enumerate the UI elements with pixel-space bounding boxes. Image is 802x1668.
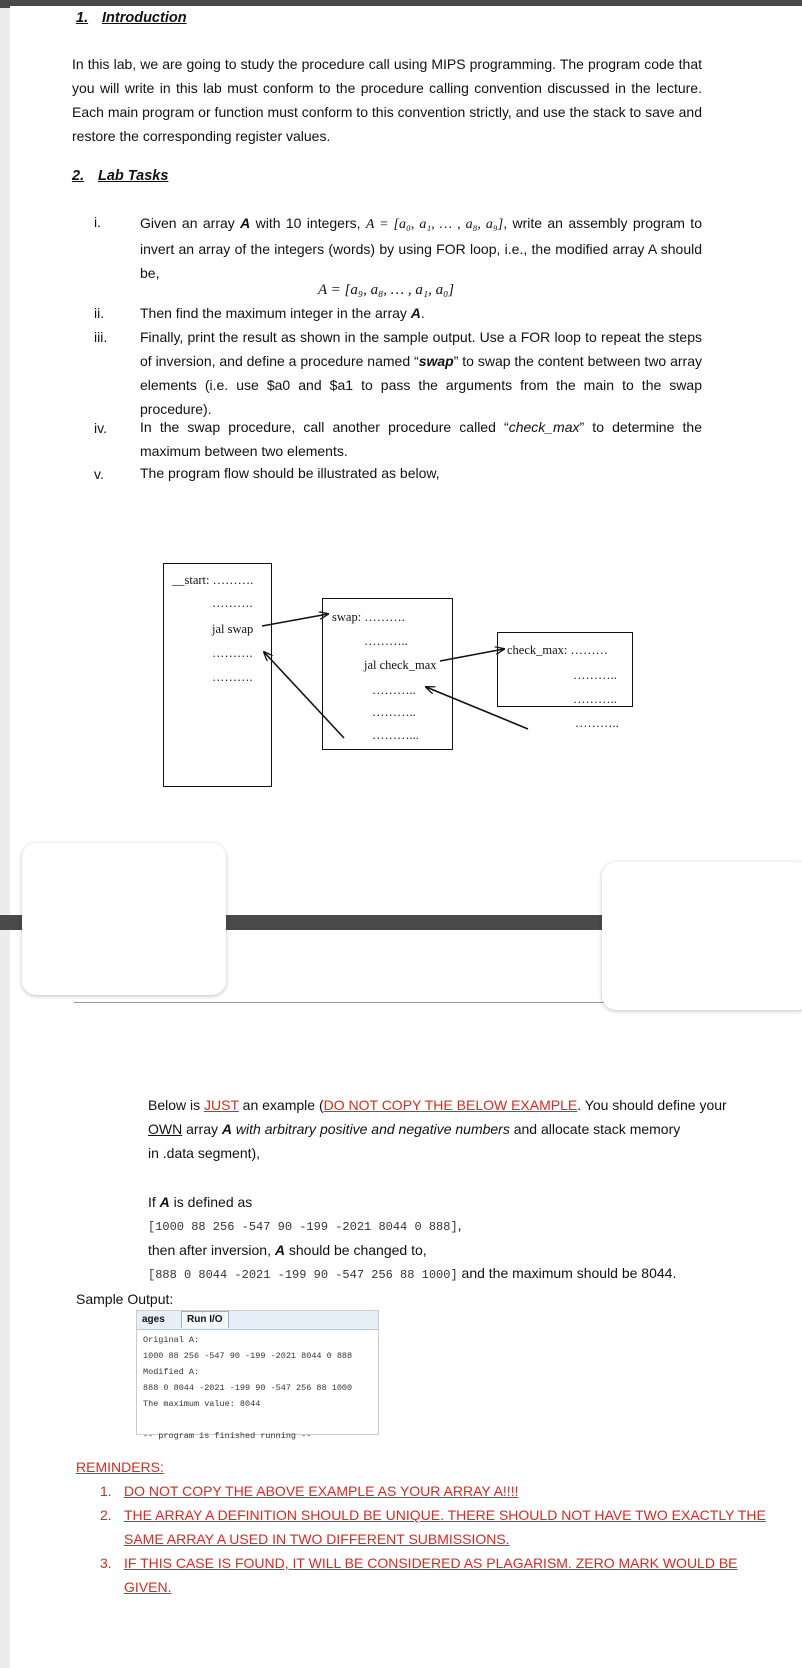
- reminder-3-line-1: IF THIS CASE IS FOUND, IT WILL BE CONSIDERED AS PLAGARISM. ZERO MARK WOULD BE: [124, 1555, 738, 1571]
- main-start-label: __start: ……….: [172, 573, 254, 587]
- check-max-dots-3: ………..: [575, 716, 619, 730]
- task-iii-number: iii.: [94, 329, 108, 345]
- sample-output-label: Sample Output:: [76, 1291, 174, 1307]
- main-dots-2: ……….: [212, 646, 253, 660]
- example-line-3: in .data segment),: [148, 1145, 261, 1161]
- task-v-number: v.: [94, 466, 104, 482]
- example-line-2: OWN array A with arbitrary positive and negative numbers and allocate stack memory: [148, 1121, 681, 1137]
- formula-inverted-array: A = [a₉, a₈, … , a₁, a₀]: [318, 282, 455, 298]
- floating-panel-left[interactable]: [22, 843, 226, 995]
- arrow-return-swap: [426, 687, 528, 729]
- original-array: [1000 88 256 -547 90 -199 -2021 8044 0 888]: [148, 1220, 458, 1234]
- swap-dots-4: ………...: [372, 728, 419, 742]
- example-line-1: Below is JUST an example (DO NOT COPY THE BELOW EXAMPLE. You should define your: [148, 1097, 727, 1113]
- inverted-array-line: [888 0 8044 -2021 -199 90 -547 256 88 1000] and the maximum should be 8044.: [148, 1265, 677, 1282]
- console-line: -- program is finished running --: [143, 1431, 312, 1441]
- swap-label: swap: ……….: [332, 610, 405, 624]
- main-dots-3: ……….: [212, 670, 253, 684]
- arrow-call-swap: [262, 614, 328, 626]
- console-line: The maximum value: 8044: [143, 1399, 261, 1409]
- original-array-line: [1000 88 256 -547 90 -199 -2021 8044 0 888],: [148, 1217, 462, 1234]
- task-v-text: The program flow should be illustrated as below,: [140, 465, 440, 481]
- task-i-number: i.: [94, 214, 101, 230]
- task-iv-text: In the swap procedure, call another procedure called “check_max” to determine the maximum between two elements.: [140, 419, 702, 459]
- task-ii-text: Then find the maximum integer in the array A.: [140, 305, 425, 321]
- floating-panel-right[interactable]: [602, 862, 802, 1010]
- sample-output-screenshot: [136, 1310, 379, 1441]
- swap-jal-check-max: jal check_max: [364, 658, 437, 672]
- reminder-3-number: 3.: [100, 1555, 112, 1571]
- formula-array-a: A = [a₀, a₁, … , a₈, a₉]: [365, 217, 504, 232]
- if-defined-line: If A is defined as: [148, 1194, 253, 1210]
- task-i-text: Given an array A with 10 integers, A = [a₀, a₁, … , a₈, a₉], write an assembly program to invert an array of the integers (words) by using FOR loop, i.e., the modified array A should be,: [140, 215, 702, 281]
- reminder-2-line-1: THE ARRAY A DEFINITION SHOULD BE UNIQUE. THERE SHOULD NOT HAVE TWO EXACTLY THE: [124, 1507, 766, 1523]
- arrow-call-check-max: [440, 649, 504, 661]
- reminder-2-line-2: SAME ARRAY A USED IN TWO DIFFERENT SUBMISSIONS.: [124, 1531, 510, 1547]
- section-1-title: Introduction: [102, 10, 187, 26]
- horizontal-divider: [74, 1002, 626, 1003]
- task-iii-text: Finally, print the result as shown in the sample output. Use a FOR loop to repeat the steps of inversion, and define a procedure named “swap” to swap the content between two array elements (i.e. use $a0 and $a1 to pass the arguments from the main to the swap procedure).: [140, 329, 703, 417]
- reminders-title: REMINDERS:: [76, 1459, 164, 1475]
- section-2-title: Lab Tasks: [98, 168, 169, 184]
- after-inversion-line: then after inversion, A should be changed to,: [148, 1242, 427, 1258]
- main-dots-1: ……….: [212, 596, 253, 610]
- console-line: 888 0 8044 -2021 -199 90 -547 256 88 1000: [143, 1383, 353, 1393]
- console-line: [143, 1412, 372, 1428]
- arrow-return-main: [264, 652, 344, 738]
- reminder-2-number: 2.: [100, 1507, 112, 1523]
- reminder-1-text: DO NOT COPY THE ABOVE EXAMPLE AS YOUR ARRAY A!!!!: [124, 1483, 519, 1499]
- intro-paragraph: In this lab, we are going to study the procedure call using MIPS programming. The program code that you will write in this lab must conform to the procedure calling convention discussed in the lecture. Each main program or function must conform to this convention strictly, and use the stack to save and restore the corresponding register values.: [72, 56, 702, 144]
- reminder-3-line-2: GIVEN.: [124, 1579, 172, 1595]
- check-max-dots-2: ………..: [573, 692, 617, 706]
- section-1-number: 1.: [76, 10, 89, 26]
- task-iv-number: iv.: [94, 420, 107, 436]
- swap-dots-3: ………..: [372, 705, 416, 719]
- inverted-array: [888 0 8044 -2021 -199 90 -547 256 88 1000]: [148, 1268, 458, 1282]
- tab-run-io[interactable]: Run I/O: [181, 1311, 229, 1328]
- task-ii-number: ii.: [94, 305, 105, 321]
- check-max-label: check_max: ………: [507, 643, 609, 657]
- check-max-dots-1: ………..: [573, 668, 617, 682]
- console-line: 1000 88 256 -547 90 -199 -2021 8044 0 888: [143, 1351, 353, 1361]
- main-jal-swap: jal swap: [212, 622, 254, 636]
- flow-arrows: [0, 0, 802, 800]
- console-line: Modified A:: [143, 1367, 200, 1377]
- tab-messages[interactable]: ages: [142, 1314, 165, 1325]
- swap-dots-2: ………..: [372, 683, 416, 697]
- swap-dots-1: ………..: [364, 634, 408, 648]
- console-line: Original A:: [143, 1335, 200, 1345]
- reminder-1-number: 1.: [100, 1483, 112, 1499]
- console-tab-bar: [137, 1311, 378, 1330]
- section-2-number: 2.: [72, 168, 85, 184]
- console-output: [137, 1330, 378, 1446]
